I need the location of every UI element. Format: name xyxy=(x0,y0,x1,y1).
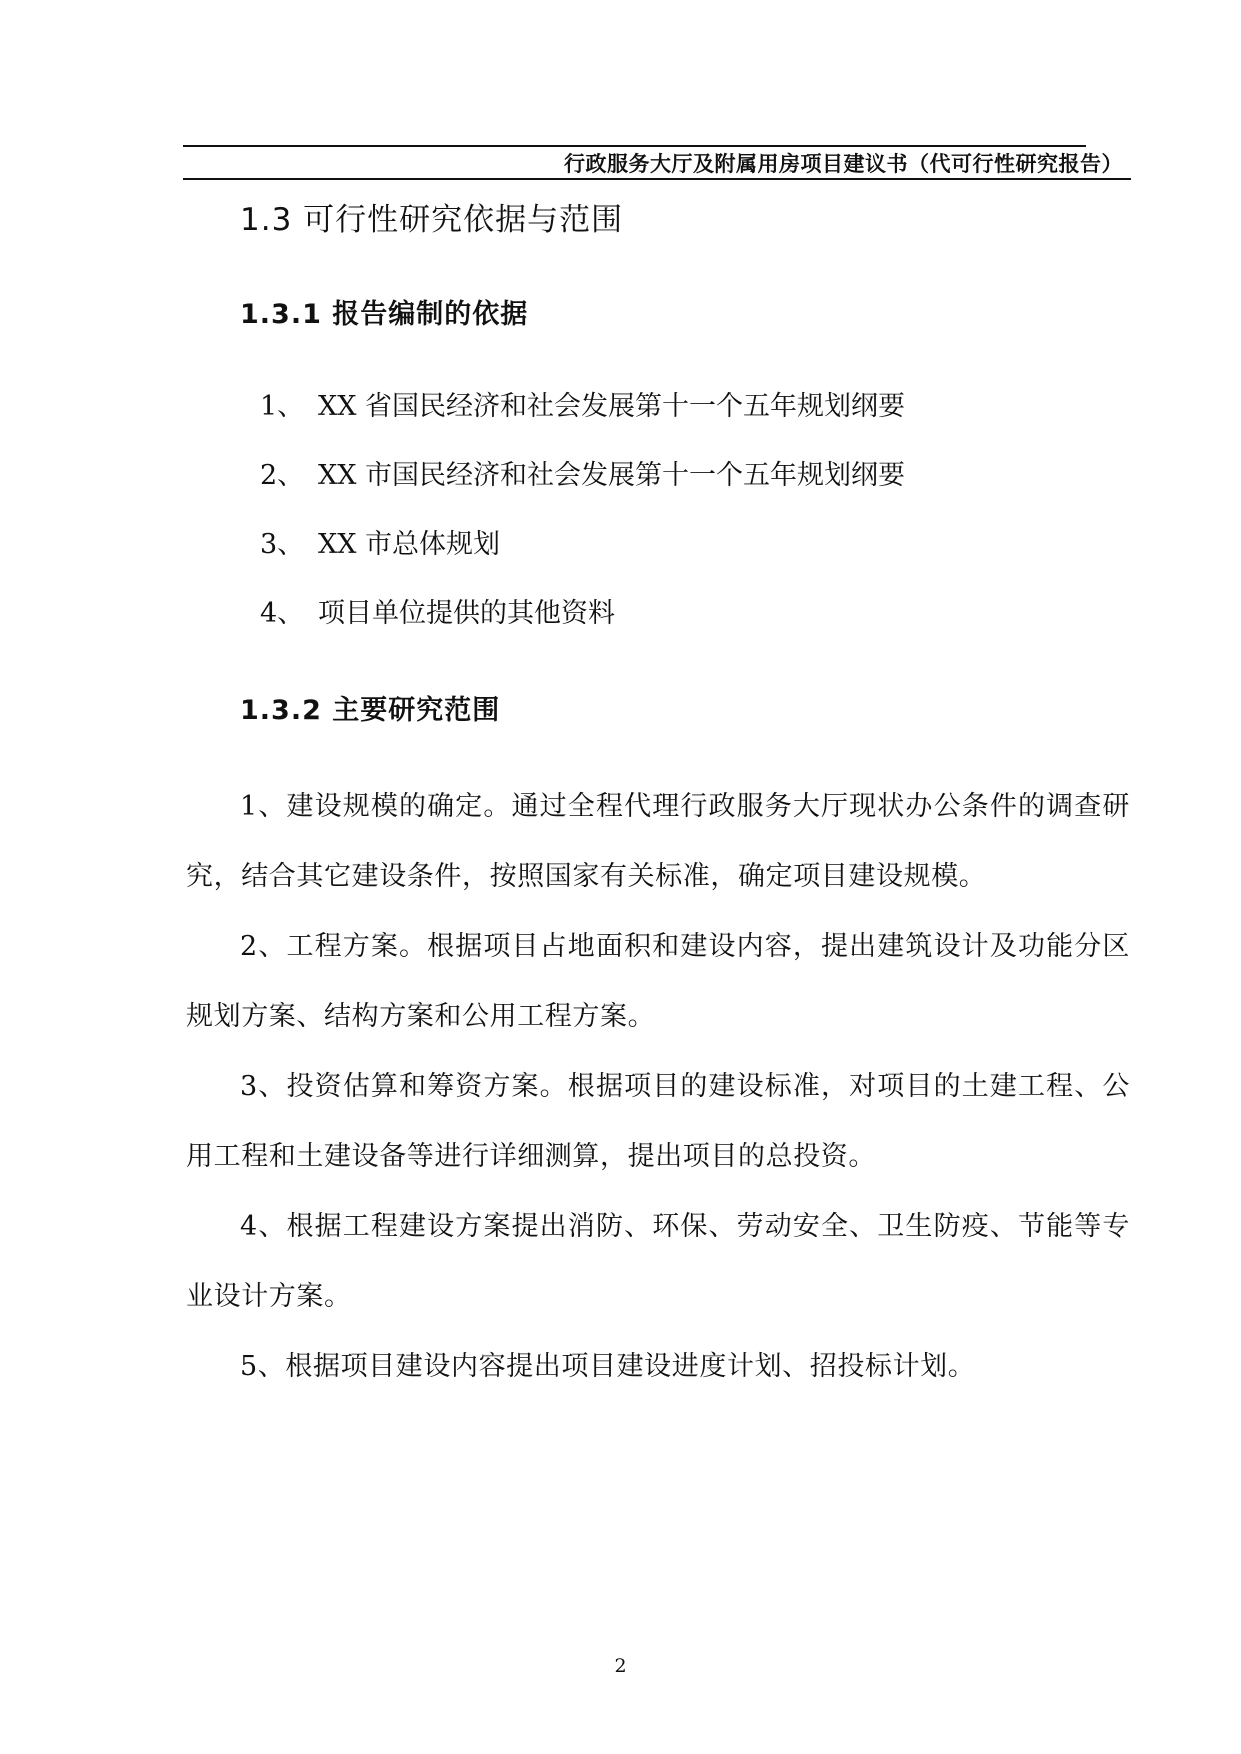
basis-list xyxy=(260,384,905,660)
list-item-text: XX 市国民经济和社会发展第十一个五年规划纲要 xyxy=(318,460,906,491)
page-number: 2 xyxy=(614,1655,627,1677)
list-item-text: 项目单位提供的其他资料 xyxy=(318,598,615,629)
subsection-heading-scope: 1.3.2 主要研究范围 xyxy=(240,695,501,726)
list-item-number: 3、 xyxy=(260,529,305,560)
list-item xyxy=(260,522,905,591)
scope-paragraph: 4、根据工程建设方案提出消防、环保、劳动安全、卫生防疫、节能等专业设计方案。 xyxy=(186,1211,1130,1312)
list-item xyxy=(260,453,905,522)
list-item-text: XX 市总体规划 xyxy=(318,529,501,560)
list-item xyxy=(260,384,905,453)
list-item-number: 1、 xyxy=(260,391,305,422)
scope-paragraph: 2、工程方案。根据项目占地面积和建设内容，提出建筑设计及功能分区规划方案、结构方案和公用工程方案。 xyxy=(186,931,1130,1032)
scope-paragraph: 5、根据项目建设内容提出项目建设进度计划、招投标计划。 xyxy=(240,1351,976,1382)
running-header: 行政服务大厅及附属用房项目建议书（代可行性研究报告） xyxy=(564,152,1123,176)
header-rule-top xyxy=(183,145,1086,147)
section-heading: 1.3 可行性研究依据与范围 xyxy=(240,202,624,238)
list-item-text: XX 省国民经济和社会发展第十一个五年规划纲要 xyxy=(318,391,906,422)
scope-paragraph: 3、投资估算和筹资方案。根据项目的建设标准，对项目的土建工程、公用工程和土建设备等进行详细测算，提出项目的总投资。 xyxy=(186,1071,1130,1172)
subsection-heading-basis: 1.3.1 报告编制的依据 xyxy=(240,299,529,330)
scope-paragraph: 1、建设规模的确定。通过全程代理行政服务大厅现状办公条件的调查研究，结合其它建设条件，按照国家有关标准，确定项目建设规模。 xyxy=(186,791,1130,892)
list-item-number: 2、 xyxy=(260,460,305,491)
list-item-number: 4、 xyxy=(260,598,305,629)
scope-body xyxy=(186,772,1130,1402)
list-item xyxy=(260,591,905,660)
header-rule-bottom xyxy=(183,178,1131,180)
